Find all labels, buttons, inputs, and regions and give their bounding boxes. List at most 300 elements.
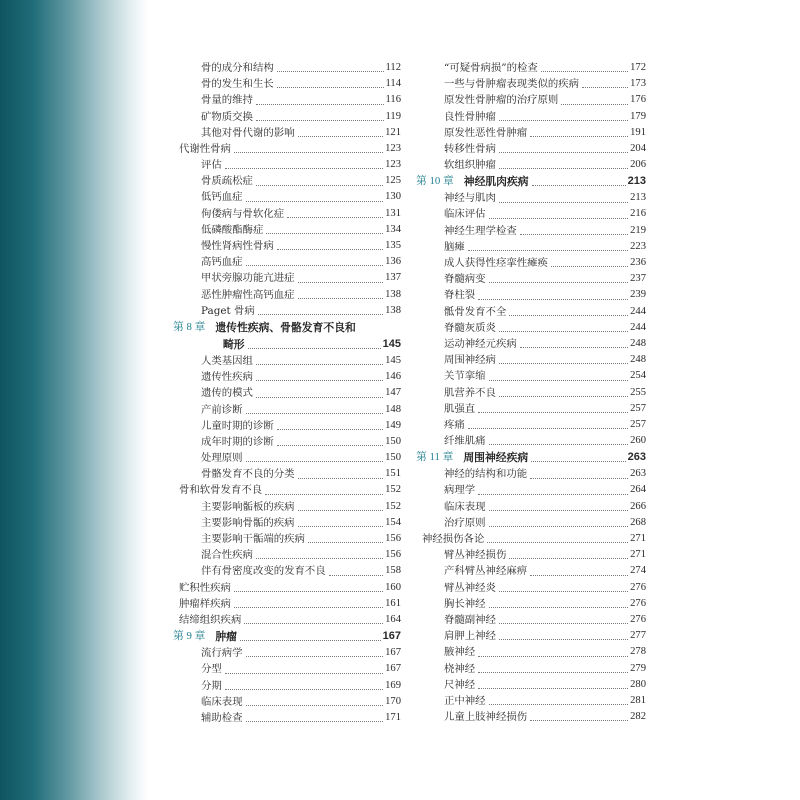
leader-dots — [487, 542, 628, 543]
toc-entry — [416, 190, 646, 206]
leader-dots — [478, 688, 628, 689]
toc-entry — [173, 385, 401, 401]
entry-title: 腋神经 — [444, 646, 476, 659]
entry-page-number: 152 — [385, 500, 401, 512]
entry-title: 尺神经 — [444, 678, 476, 691]
entry-title: 纤维肌痛 — [444, 435, 486, 448]
leader-dots — [582, 87, 628, 88]
toc-entry — [173, 694, 401, 710]
leader-dots — [541, 71, 628, 72]
toc-entry — [173, 238, 401, 254]
leader-dots — [489, 444, 629, 445]
entry-page-number: 244 — [630, 305, 646, 317]
entry-page-number: 171 — [385, 711, 401, 723]
leader-dots — [248, 348, 381, 349]
entry-page-number: 248 — [630, 337, 646, 349]
toc-entry — [173, 434, 401, 450]
entry-page-number: 266 — [630, 500, 646, 512]
entry-page-number: 239 — [630, 289, 646, 301]
toc-entry — [416, 239, 646, 255]
entry-title: 恶性肿瘤性高钙血症 — [201, 288, 295, 301]
chapter-title: 周围神经疾病 — [463, 451, 529, 465]
toc-entry — [416, 417, 646, 433]
entry-page-number: 114 — [385, 78, 401, 90]
entry-page-number: 237 — [630, 273, 646, 285]
toc-right-column — [416, 60, 646, 725]
entry-page-number: 123 — [385, 142, 401, 154]
entry-title: 甲状旁腺功能亢进症 — [201, 272, 295, 285]
entry-title: 主要影响干骺端的疾病 — [201, 533, 305, 546]
leader-dots — [499, 120, 628, 121]
toc-entry — [416, 141, 646, 157]
entry-title: 其他对骨代谢的影响 — [201, 126, 295, 139]
toc-entry — [173, 173, 401, 189]
entry-page-number: 248 — [630, 354, 646, 366]
leader-dots — [489, 704, 629, 705]
entry-page-number: 254 — [630, 370, 646, 382]
entry-page-number: 154 — [385, 516, 401, 528]
toc-entry — [416, 499, 646, 515]
leader-dots — [246, 656, 384, 657]
leader-dots — [256, 104, 384, 105]
leader-dots — [256, 397, 383, 398]
entry-title: 原发性骨肿瘤的治疗原则 — [444, 94, 559, 107]
toc-entry — [416, 368, 646, 384]
leader-dots — [499, 202, 628, 203]
entry-page-number: 263 — [630, 468, 646, 480]
entry-title: 肿瘤样疾病 — [179, 597, 231, 610]
leader-dots — [478, 672, 628, 673]
leader-dots — [246, 461, 384, 462]
entry-page-number: 206 — [630, 159, 646, 171]
leader-dots — [468, 428, 628, 429]
entry-page-number: 137 — [385, 272, 401, 284]
entry-title: 慢性肾病性骨病 — [201, 240, 274, 253]
entry-page-number: 179 — [630, 110, 646, 122]
entry-title: 临床表现 — [201, 695, 243, 708]
toc-entry — [416, 644, 646, 660]
entry-page-number: 130 — [385, 191, 401, 203]
leader-dots — [298, 136, 384, 137]
leader-dots — [468, 250, 628, 251]
toc-entry — [416, 125, 646, 141]
toc-entry — [173, 353, 401, 369]
leader-dots — [478, 494, 628, 495]
leader-dots — [499, 363, 628, 364]
leader-dots — [499, 331, 628, 332]
toc-entry — [173, 76, 401, 92]
entry-page-number: 145 — [385, 354, 401, 366]
entry-title: 一些与骨肿瘤表现类似的疾病 — [444, 78, 580, 91]
toc-entry — [416, 693, 646, 709]
leader-dots — [298, 298, 384, 299]
entry-page-number: 147 — [385, 387, 401, 399]
leader-dots — [246, 201, 384, 202]
entry-title: “可疑骨病损”的检查 — [444, 61, 538, 74]
entry-page-number: 169 — [385, 679, 401, 691]
toc-entry — [173, 287, 401, 303]
entry-title: 神经损伤各论 — [422, 533, 485, 546]
entry-title: 辅助检查 — [201, 711, 243, 724]
toc-section-entry — [173, 580, 401, 596]
entry-title: 良性骨肿瘤 — [444, 110, 496, 123]
entry-page-number: 131 — [385, 207, 401, 219]
toc-entry — [173, 157, 401, 173]
leader-dots — [234, 607, 383, 608]
entry-page-number: 219 — [630, 224, 646, 236]
entry-page-number: 281 — [630, 694, 646, 706]
entry-title: 原发性恶性骨肿瘤 — [444, 126, 528, 139]
chapter-title: 遗传性疾病、骨骼发育不良和 — [215, 321, 356, 334]
entry-title: 成年时期的诊断 — [201, 435, 274, 448]
leader-dots — [246, 705, 384, 706]
toc-entry — [416, 580, 646, 596]
toc-entry — [416, 207, 646, 223]
leader-dots — [256, 364, 383, 365]
entry-title: 转移性骨病 — [444, 142, 496, 155]
entry-page-number: 255 — [630, 386, 646, 398]
entry-page-number: 125 — [385, 175, 401, 187]
leader-dots — [256, 558, 383, 559]
entry-title: 产前诊断 — [201, 403, 243, 416]
toc-entry — [416, 385, 646, 401]
entry-page-number: 260 — [630, 435, 646, 447]
entry-page-number: 150 — [385, 452, 401, 464]
leader-dots — [298, 478, 384, 479]
entry-title: 高钙血症 — [201, 256, 243, 269]
leader-dots — [489, 218, 629, 219]
entry-page-number: 167 — [385, 663, 401, 675]
leader-dots — [499, 591, 628, 592]
leader-dots — [489, 380, 629, 381]
entry-page-number: 257 — [630, 418, 646, 430]
entry-page-number: 151 — [385, 468, 401, 480]
entry-page-number: 279 — [630, 662, 646, 674]
entry-page-number: 213 — [630, 192, 646, 204]
entry-title: 产科臂丛神经麻痹 — [444, 565, 528, 578]
toc-entry — [416, 661, 646, 677]
toc-entry — [173, 645, 401, 661]
entry-title: 成人获得性痉挛性瘫痪 — [444, 257, 548, 270]
entry-page-number: 170 — [385, 695, 401, 707]
toc-entry — [173, 190, 401, 206]
leader-dots — [509, 558, 628, 559]
leader-dots — [478, 412, 628, 413]
chapter-title-continued: 畸形 — [223, 338, 245, 351]
chapter-page-number: 263 — [627, 451, 646, 464]
toc-entry — [416, 401, 646, 417]
entry-page-number: 244 — [630, 321, 646, 333]
entry-page-number: 112 — [385, 61, 401, 73]
toc-entry — [173, 270, 401, 286]
leader-dots — [277, 429, 383, 430]
chapter-11-heading — [416, 449, 646, 466]
entry-page-number: 176 — [630, 94, 646, 106]
leader-dots — [277, 71, 384, 72]
chapter-page-number: 213 — [627, 175, 646, 188]
leader-dots — [530, 575, 628, 576]
entry-title: 人类基因组 — [201, 354, 253, 367]
entry-title: 脑瘫 — [444, 240, 465, 253]
entry-page-number: 191 — [630, 126, 646, 138]
entry-page-number: 278 — [630, 646, 646, 658]
leader-dots — [265, 494, 383, 495]
entry-page-number: 160 — [385, 581, 401, 593]
leader-dots — [499, 623, 628, 624]
entry-title: 伴有骨密度改变的发育不良 — [201, 565, 326, 578]
toc-entry — [416, 223, 646, 239]
entry-page-number: 152 — [385, 484, 401, 496]
toc-entry — [173, 125, 401, 141]
entry-title: 软组织肿瘤 — [444, 159, 496, 172]
leader-dots — [499, 639, 628, 640]
entry-page-number: 236 — [630, 257, 646, 269]
leader-dots — [308, 542, 383, 543]
leader-dots — [256, 120, 384, 121]
leader-dots — [298, 510, 384, 511]
toc-entry — [416, 157, 646, 173]
entry-page-number: 264 — [630, 484, 646, 496]
toc-entry — [416, 466, 646, 482]
entry-page-number: 135 — [385, 240, 401, 252]
entry-page-number: 116 — [385, 94, 401, 106]
entry-title: 骨质疏松症 — [201, 175, 253, 188]
entry-title: 正中神经 — [444, 694, 486, 707]
toc-entry — [416, 255, 646, 271]
entry-page-number: 271 — [630, 549, 646, 561]
leader-dots — [489, 607, 629, 608]
leader-dots — [530, 478, 628, 479]
toc-entry — [416, 596, 646, 612]
entry-title: 临床评估 — [444, 208, 486, 221]
entry-title: 肩胛上神经 — [444, 630, 496, 643]
toc-entry — [416, 547, 646, 563]
toc-left-column — [173, 60, 401, 726]
entry-page-number: 216 — [630, 208, 646, 220]
chapter-number: 第 11 章 — [416, 451, 454, 464]
toc-entry — [173, 563, 401, 579]
entry-title: 分型 — [201, 663, 222, 676]
entry-page-number: 138 — [385, 288, 401, 300]
entry-page-number: 173 — [630, 78, 646, 90]
entry-title: 遗传的模式 — [201, 387, 253, 400]
entry-title: 脊柱裂 — [444, 289, 476, 302]
leader-dots — [266, 233, 383, 234]
toc-entry — [416, 60, 646, 76]
entry-title: 贮积性疾病 — [179, 581, 231, 594]
entry-page-number: 119 — [385, 110, 401, 122]
entry-title: 临床表现 — [444, 500, 486, 513]
entry-title: 低磷酸酯酶症 — [201, 223, 264, 236]
toc-entry — [416, 563, 646, 579]
leader-dots — [256, 380, 383, 381]
toc-entry — [173, 222, 401, 238]
entry-title: 运动神经元疾病 — [444, 337, 517, 350]
toc-entry — [173, 499, 401, 515]
leader-dots — [225, 673, 383, 674]
entry-page-number: 149 — [385, 419, 401, 431]
leader-dots — [246, 265, 384, 266]
entry-title: 骨量的维持 — [201, 94, 253, 107]
toc-entry — [173, 60, 401, 76]
leader-dots — [329, 575, 383, 576]
entry-page-number: 276 — [630, 613, 646, 625]
toc-entry — [173, 531, 401, 547]
leader-dots — [499, 396, 628, 397]
toc-entry — [173, 710, 401, 726]
entry-page-number: 271 — [630, 533, 646, 545]
toc-entry — [173, 303, 401, 319]
toc-entry — [173, 109, 401, 125]
entry-page-number: 158 — [385, 565, 401, 577]
entry-page-number: 257 — [630, 402, 646, 414]
entry-title: 脊髓灰质炎 — [444, 321, 496, 334]
entry-title: 结缔组织疾病 — [179, 613, 242, 626]
leader-dots — [246, 721, 384, 722]
leader-dots — [509, 315, 628, 316]
toc-entry — [173, 515, 401, 531]
entry-page-number: 268 — [630, 516, 646, 528]
toc-entry — [416, 709, 646, 725]
chapter-page-number: 167 — [382, 630, 401, 643]
toc-entry — [416, 433, 646, 449]
entry-title: 周围神经病 — [444, 354, 496, 367]
toc-entry — [173, 402, 401, 418]
entry-page-number: 276 — [630, 597, 646, 609]
entry-title: Paget 骨病 — [201, 304, 255, 317]
chapter-page-number: 145 — [382, 338, 401, 350]
leader-dots — [246, 413, 384, 414]
leader-dots — [244, 623, 383, 624]
leader-dots — [240, 640, 381, 641]
leader-dots — [530, 136, 628, 137]
entry-page-number: 282 — [630, 711, 646, 723]
entry-title: 神经与肌肉 — [444, 192, 496, 205]
entry-page-number: 172 — [630, 61, 646, 73]
entry-page-number: 280 — [630, 678, 646, 690]
leader-dots — [298, 526, 384, 527]
entry-page-number: 156 — [385, 549, 401, 561]
toc-section-entry — [173, 596, 401, 612]
chapter-number: 第 9 章 — [173, 630, 206, 643]
toc-entry — [173, 418, 401, 434]
toc-entry — [416, 612, 646, 628]
toc-entry — [416, 287, 646, 303]
toc-entry — [173, 450, 401, 466]
leader-dots — [478, 656, 628, 657]
toc-entry — [173, 547, 401, 563]
entry-title: 评估 — [201, 159, 222, 172]
entry-page-number: 134 — [385, 223, 401, 235]
chapter-10-heading — [416, 173, 646, 190]
toc-section-entry — [173, 612, 401, 628]
entry-page-number: 277 — [630, 630, 646, 642]
chapter-title: 神经肌肉疾病 — [463, 175, 529, 189]
leader-dots — [298, 282, 384, 283]
entry-title: 处理原则 — [201, 452, 243, 465]
toc-entry — [173, 206, 401, 222]
entry-title: 骨的成分和结构 — [201, 61, 274, 74]
entry-page-number: 223 — [630, 240, 646, 252]
toc-entry — [416, 304, 646, 320]
entry-page-number: 136 — [385, 256, 401, 268]
toc-entry — [416, 515, 646, 531]
chapter-number: 第 10 章 — [416, 175, 454, 188]
leader-dots — [499, 168, 628, 169]
leader-dots — [561, 104, 628, 105]
toc-entry — [416, 92, 646, 108]
entry-title: 主要影响骨骺的疾病 — [201, 516, 295, 529]
toc-entry — [416, 271, 646, 287]
leader-dots — [277, 87, 384, 88]
leader-dots — [277, 445, 383, 446]
entry-page-number: 148 — [385, 403, 401, 415]
leader-dots — [489, 526, 629, 527]
toc-entry — [173, 92, 401, 108]
entry-title: 低钙血症 — [201, 191, 243, 204]
entry-title: 遗传性疾病 — [201, 371, 253, 384]
leader-dots — [489, 282, 629, 283]
entry-page-number: 204 — [630, 142, 646, 154]
toc-entry — [416, 677, 646, 693]
toc-entry — [416, 352, 646, 368]
entry-page-number: 276 — [630, 581, 646, 593]
leader-dots — [520, 234, 628, 235]
entry-title: 骶骨发育不全 — [444, 305, 507, 318]
entry-title: 胸长神经 — [444, 597, 486, 610]
leader-dots — [234, 591, 383, 592]
leader-dots — [225, 168, 383, 169]
toc-entry — [173, 661, 401, 677]
entry-title: 疼痛 — [444, 418, 465, 431]
entry-page-number: 161 — [385, 597, 401, 609]
entry-page-number: 274 — [630, 565, 646, 577]
leader-dots — [551, 266, 628, 267]
entry-title: 治疗原则 — [444, 516, 486, 529]
toc-entry — [416, 320, 646, 336]
leader-dots — [520, 347, 628, 348]
entry-title: 儿童时期的诊断 — [201, 419, 274, 432]
entry-page-number: 156 — [385, 533, 401, 545]
leader-dots — [258, 314, 383, 315]
entry-title: 桡神经 — [444, 662, 476, 675]
leader-dots — [532, 185, 626, 186]
entry-title: 骨和软骨发育不良 — [179, 484, 263, 497]
entry-title: 矿物质交换 — [201, 110, 253, 123]
toc-section-entry — [173, 141, 401, 157]
entry-title: 脊髓副神经 — [444, 613, 496, 626]
leader-dots — [225, 689, 383, 690]
toc-entry — [173, 466, 401, 482]
leader-dots — [531, 461, 625, 462]
toc-entry — [416, 483, 646, 499]
entry-title: 主要影响骺板的疾病 — [201, 500, 295, 513]
entry-title: 肌强直 — [444, 402, 476, 415]
toc-entry — [173, 369, 401, 385]
leader-dots — [277, 249, 383, 250]
entry-title: 肌营养不良 — [444, 386, 496, 399]
entry-title: 神经生理学检查 — [444, 224, 517, 237]
entry-page-number: 123 — [385, 159, 401, 171]
toc-entry — [416, 109, 646, 125]
entry-title: 臂丛神经损伤 — [444, 549, 507, 562]
entry-page-number: 167 — [385, 647, 401, 659]
leader-dots — [287, 217, 383, 218]
toc-section-entry — [173, 483, 401, 499]
leader-dots — [489, 510, 629, 511]
entry-title: 关节挛缩 — [444, 370, 486, 383]
leader-dots — [499, 152, 628, 153]
